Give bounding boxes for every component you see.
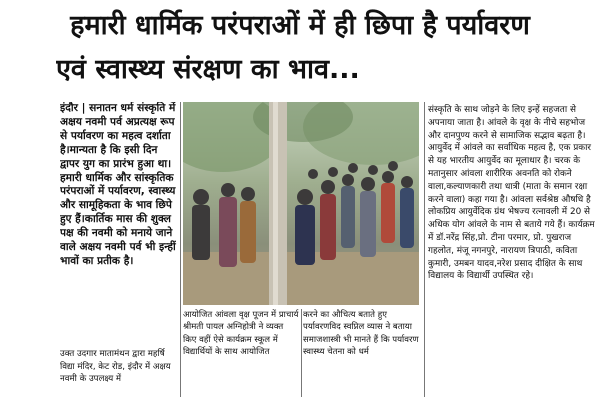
column-divider bbox=[424, 102, 425, 397]
column-divider bbox=[301, 309, 302, 397]
intro-continued-paragraph: उक्त उदगार मातामंथन द्वारा महर्षि विद्या मंदिर, केट रोड, इंदौर में अक्षय नवमी के उपलक्ष्य में bbox=[60, 349, 171, 385]
tree-worship-photo-icon bbox=[183, 102, 419, 305]
bottom-column-1: आयोजित आंवला वृक्ष पूजन में प्राचार्य श्रीमती पायल अग्निहोत्री ने व्यक्त किए वहीं ऐसे कार्यक्रम स्कूल में विद्यार्थियों के साथ आयोजित bbox=[183, 310, 299, 358]
right-column: संस्कृति के साथ जोड़ने के लिए इन्हें सहजता से अपनाया जाता है। आंवले के वृक्ष के नीचे सहभोज और दानपुण्य करने से सामाजिक सद्भाव बढ़ता है। आयुर्वेद में आंवले का सर्वाधिक महत्व है, एक प्रकार से यह भारतीय आयुर्वेद का मूलाधार है। चरक के मतानुसार आंवला शारीरिक अवनति को रोकने वाला,कल्याणकारी तथा धात्री (माता के समान रक्षा करने वाला) कहा गया है। आंवला सर्वश्रेष्ठ औषधि है लोकप्रिय आयुर्वेदिक ग्रंथ भेषज्य रत्नावली में 20 से अधिक योग आंवले के नाम से बताये गये हैं। कार्यक्रम में डॉ.नरेंद्र सिंह,प्रो. टीना परमार, प्रो. पुखराज गहलोत, मंजू नगनपुरे, नारायण त्रिपाठी, कविता कुमारी, उमबन यादव,नरेश प्रसाद दीक्षित के साथ विद्यालय के विद्यार्थी उपस्थित रहे। bbox=[428, 105, 595, 282]
column-divider bbox=[180, 102, 181, 397]
headline-line-2: एवं स्वास्थ्य संरक्षण का भाव... bbox=[56, 54, 360, 85]
news-photo bbox=[183, 102, 419, 305]
intro-paragraph: इंदौर | सनातन धर्म संस्कृति में अक्षय नवमी पर्व अप्रत्यक्ष रूप से पर्यावरण का महत्व दर्शाता है।मान्यता है कि इसी दिन द्वापर युग का प्रारंभ हुआ था।हमारी धार्मिक और सांस्कृतिक परंपराओं में पर्यावरण, स्वास्थ्य और सामूहिकता के भाव छिपे हुए हैं।कार्तिक मास की शुक्ल पक्ष की नवमी को मनाये जाने वाले अक्षय नवमी पर्व भी इन्हीं भावों का प्रतीक है। bbox=[60, 102, 176, 267]
bottom-column-2: करने का औचित्य बताते हुए पर्यावरणविद स्वप्निल व्यास ने बताया समाजशास्त्री भी मानते हैं कि पर्यावरण स्वास्थ्य चेतना को धर्म bbox=[303, 310, 419, 358]
headline-line-1: हमारी धार्मिक परंपराओं में ही छिपा है पर्यावरण bbox=[70, 10, 530, 41]
